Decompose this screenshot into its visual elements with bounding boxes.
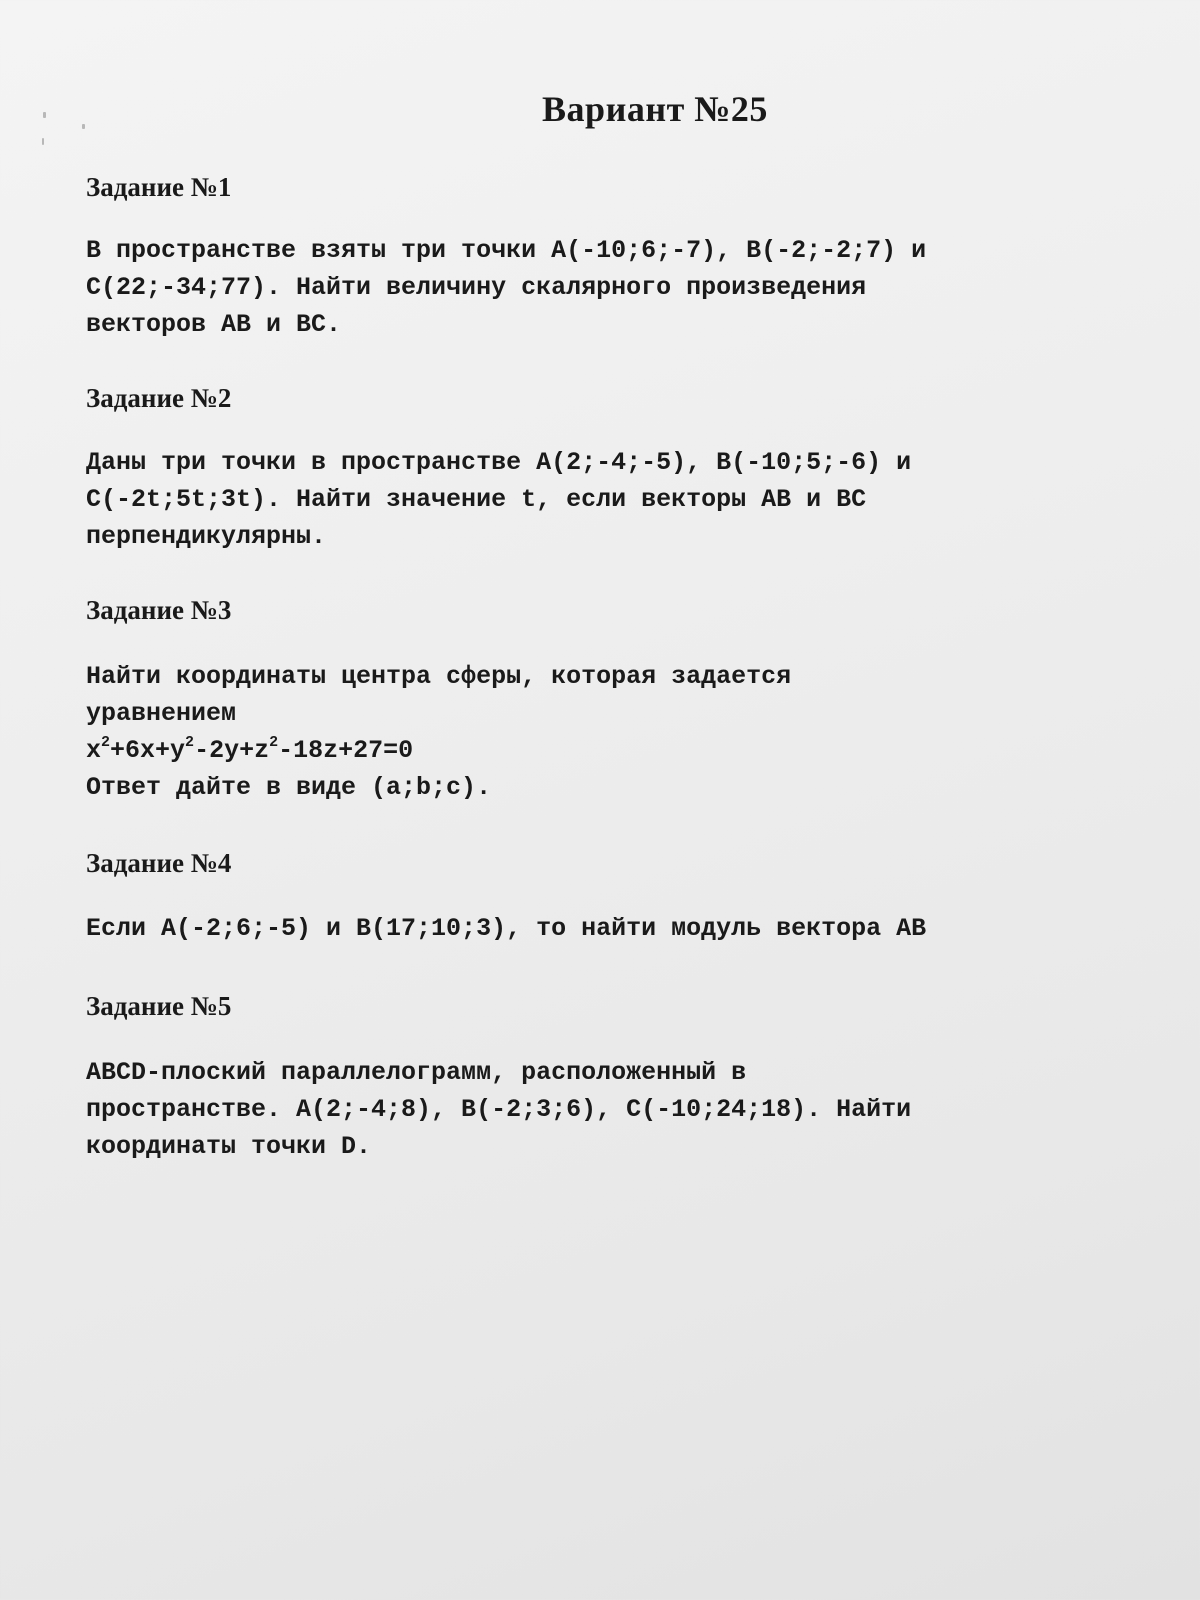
task-1-text	[86, 232, 926, 343]
equation-part: x	[86, 736, 102, 765]
task-5-line: координаты точки D.	[86, 1132, 372, 1161]
task-5-line: пространстве. A(2;-4;8), B(-2;3;6), C(-10;24;18). Найти	[86, 1095, 912, 1124]
equation-exponent: 2	[101, 734, 111, 751]
task-3-heading: Задание №3	[86, 595, 232, 625]
equation-exponent: 2	[185, 734, 195, 751]
task-1-line: C(22;-34;77). Найти величину скалярного произведения	[86, 273, 867, 302]
task-1-heading: Задание №1	[86, 172, 232, 202]
task-5-line: ABCD-плоский параллелограмм, расположенный в	[86, 1058, 747, 1087]
equation-exponent: 2	[269, 734, 279, 751]
task-4-heading: Задание №4	[86, 848, 232, 878]
task-5-text	[86, 1054, 911, 1165]
variant-title: Вариант №25	[542, 89, 768, 129]
equation-part: -18z+27=0	[278, 736, 414, 765]
task-2-line: C(-2t;5t;3t). Найти значение t, если векторы AB и BC	[86, 485, 867, 514]
equation-part: -2y+z	[194, 736, 270, 765]
task-4-text	[86, 910, 926, 947]
task-1-line: В пространстве взяты три точки A(-10;6;-7), B(-2;-2;7) и	[86, 236, 927, 265]
page-speck	[42, 138, 44, 145]
task-2-line: Даны три точки в пространстве A(2;-4;-5), B(-10;5;-6) и	[86, 448, 912, 477]
task-3-answer-format: Ответ дайте в виде (a;b;c).	[86, 773, 492, 802]
task-3-text	[86, 658, 791, 806]
sphere-equation	[86, 732, 791, 769]
task-3-line: уравнением	[86, 699, 237, 728]
task-2-line: перпендикулярны.	[86, 522, 327, 551]
task-5-heading: Задание №5	[86, 991, 232, 1021]
task-3-line: Найти координаты центра сферы, которая задается	[86, 662, 792, 691]
task-2-text	[86, 444, 911, 555]
task-2-heading: Задание №2	[86, 383, 232, 413]
task-4-line: Если A(-2;6;-5) и B(17;10;3), то найти модуль вектора AB	[86, 914, 927, 943]
task-1-line: векторов AB и BC.	[86, 310, 342, 339]
equation-part: +6x+y	[110, 736, 186, 765]
